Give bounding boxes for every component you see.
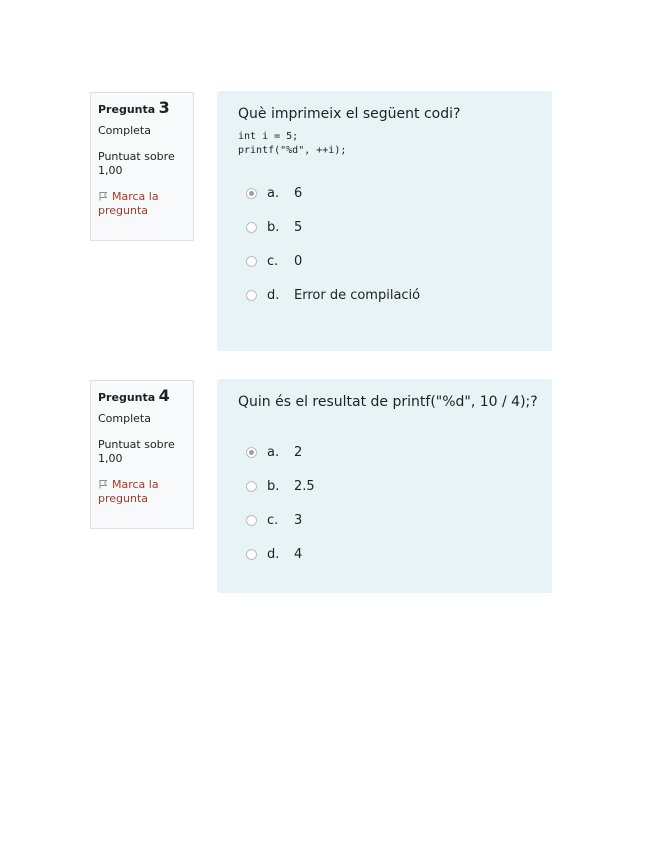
radio-button[interactable] — [246, 549, 257, 560]
question-number-value: 3 — [158, 98, 170, 117]
answer-letter: b. — [267, 478, 280, 494]
radio-button-checked[interactable] — [246, 188, 257, 199]
answer-list — [238, 435, 552, 571]
answer-text: 2.5 — [294, 478, 315, 494]
answer-text: 6 — [294, 185, 303, 201]
flag-label: Marca la pregunta — [98, 478, 159, 505]
answer-text: Error de compilació — [294, 287, 421, 303]
question-number — [98, 98, 186, 117]
flag-question-link[interactable] — [98, 478, 186, 506]
answer-option[interactable] — [246, 210, 552, 244]
answer-text: 2 — [294, 444, 303, 460]
radio-button[interactable] — [246, 256, 257, 267]
flag-question-link[interactable] — [98, 190, 186, 218]
question-number-value: 4 — [158, 386, 170, 405]
answer-letter: b. — [267, 219, 280, 235]
answer-text: 0 — [294, 253, 303, 269]
answer-text: 3 — [294, 512, 303, 528]
answer-option[interactable] — [246, 278, 552, 312]
radio-button[interactable] — [246, 290, 257, 301]
answer-letter: d. — [267, 287, 280, 303]
question-info — [90, 380, 194, 529]
answer-letter: a. — [267, 444, 280, 460]
question-label: Pregunta — [98, 103, 156, 116]
question-label: Pregunta — [98, 391, 156, 404]
question-text: Què imprimeix el següent codi? — [238, 106, 461, 122]
flag-icon — [98, 479, 108, 489]
answer-letter: c. — [267, 512, 279, 528]
answer-letter: a. — [267, 185, 280, 201]
answer-list — [238, 176, 552, 312]
answer-option[interactable] — [246, 503, 552, 537]
radio-button[interactable] — [246, 222, 257, 233]
question-content — [217, 379, 552, 593]
code-snippet: int i = 5; printf("%d", ++i); — [238, 131, 347, 156]
answer-option[interactable] — [246, 244, 552, 278]
flag-label: Marca la pregunta — [98, 190, 159, 217]
question-number — [98, 386, 186, 405]
radio-button[interactable] — [246, 515, 257, 526]
flag-icon — [98, 191, 108, 201]
radio-button-checked[interactable] — [246, 447, 257, 458]
answer-text: 5 — [294, 219, 303, 235]
question-text: Quin és el resultat de printf("%d", 10 / 4);? — [238, 394, 538, 410]
answer-option[interactable] — [246, 435, 552, 469]
question-grade: Puntuat sobre 1,00 — [98, 438, 175, 465]
answer-letter: c. — [267, 253, 279, 269]
answer-option[interactable] — [246, 537, 552, 571]
question-state: Completa — [98, 412, 151, 425]
question-state: Completa — [98, 124, 151, 137]
answer-option[interactable] — [246, 469, 552, 503]
answer-text: 4 — [294, 546, 303, 562]
answer-option[interactable] — [246, 176, 552, 210]
radio-button[interactable] — [246, 481, 257, 492]
question-info — [90, 92, 194, 241]
question-grade: Puntuat sobre 1,00 — [98, 150, 175, 177]
question-content — [217, 91, 552, 351]
answer-letter: d. — [267, 546, 280, 562]
